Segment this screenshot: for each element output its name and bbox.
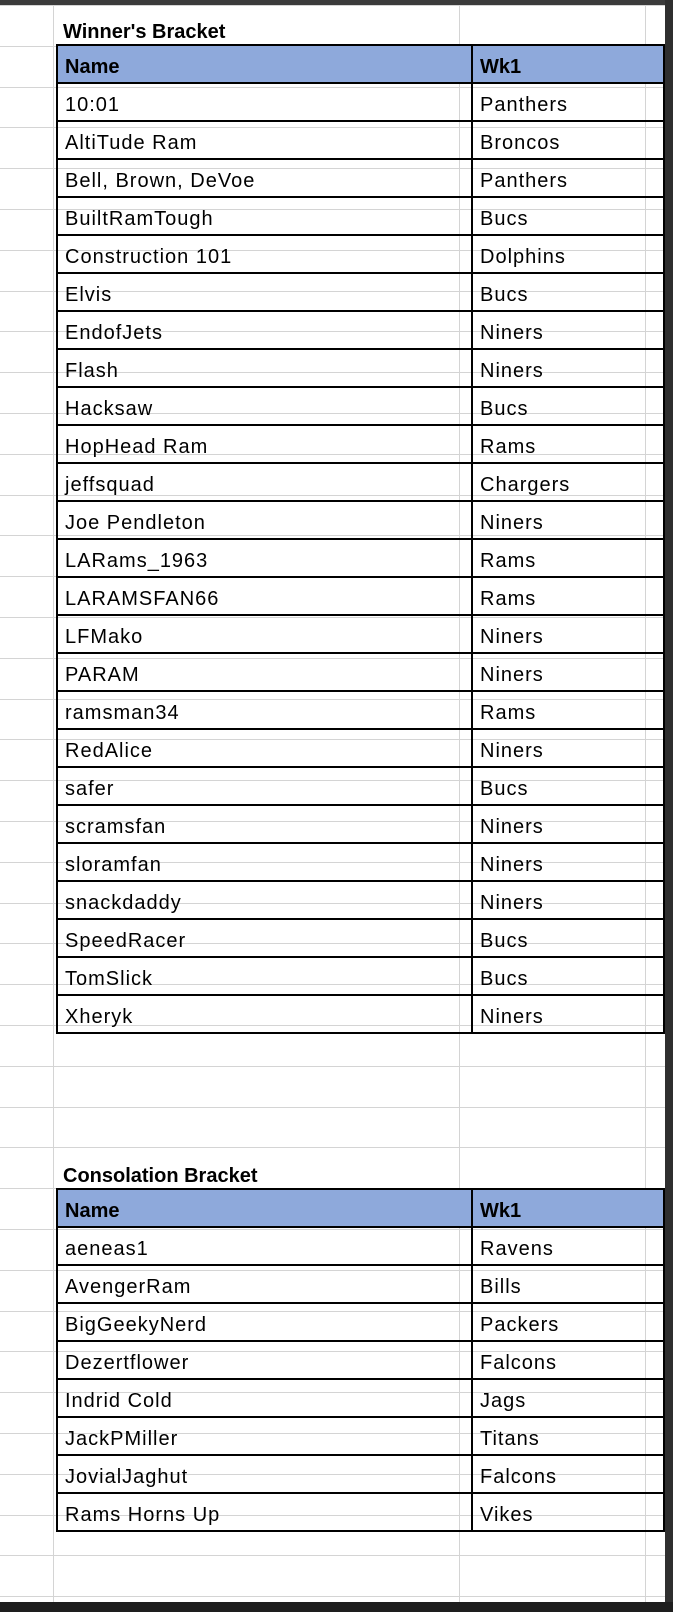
wk1-cell[interactable]: Panthers (472, 83, 664, 121)
table-row (57, 425, 664, 463)
gridline-horizontal (0, 5, 665, 6)
wk1-column-header[interactable]: Wk1 (472, 45, 664, 83)
wk1-cell[interactable]: Rams (472, 577, 664, 615)
name-cell[interactable]: AvengerRam (57, 1265, 472, 1303)
table-row (57, 273, 664, 311)
name-cell[interactable]: Flash (57, 349, 472, 387)
wk1-cell[interactable]: Niners (472, 349, 664, 387)
wk1-cell[interactable]: Niners (472, 881, 664, 919)
table-row (57, 501, 664, 539)
wk1-cell[interactable]: Chargers (472, 463, 664, 501)
table-row (57, 121, 664, 159)
name-cell[interactable]: HopHead Ram (57, 425, 472, 463)
name-cell[interactable]: EndofJets (57, 311, 472, 349)
wk1-cell[interactable]: Bucs (472, 957, 664, 995)
table-row (57, 463, 664, 501)
table-row (57, 995, 664, 1033)
gridline-horizontal (0, 1147, 665, 1148)
wk1-cell[interactable]: Bucs (472, 273, 664, 311)
name-cell[interactable]: BigGeekyNerd (57, 1303, 472, 1341)
table-row (57, 83, 664, 121)
wk1-cell[interactable]: Falcons (472, 1341, 664, 1379)
wk1-cell[interactable]: Panthers (472, 159, 664, 197)
name-cell[interactable]: aeneas1 (57, 1227, 472, 1265)
wk1-cell[interactable]: Falcons (472, 1455, 664, 1493)
name-cell[interactable]: Joe Pendleton (57, 501, 472, 539)
header-row (57, 45, 664, 83)
wk1-cell[interactable]: Niners (472, 729, 664, 767)
wk1-cell[interactable]: Broncos (472, 121, 664, 159)
wk1-cell[interactable]: Rams (472, 425, 664, 463)
table-row (57, 1455, 664, 1493)
table-row (57, 577, 664, 615)
winners-bracket-title[interactable]: Winner's Bracket (63, 21, 226, 43)
wk1-cell[interactable]: Titans (472, 1417, 664, 1455)
name-column-header[interactable]: Name (57, 45, 472, 83)
table-row (57, 919, 664, 957)
name-cell[interactable]: AltiTude Ram (57, 121, 472, 159)
name-cell[interactable]: RedAlice (57, 729, 472, 767)
table-row (57, 729, 664, 767)
name-cell[interactable]: Dezertflower (57, 1341, 472, 1379)
wk1-cell[interactable]: Niners (472, 615, 664, 653)
name-cell[interactable]: PARAM (57, 653, 472, 691)
window-bottom-edge (0, 1602, 673, 1612)
table-row (57, 615, 664, 653)
table-row (57, 159, 664, 197)
wk1-cell[interactable]: Ravens (472, 1227, 664, 1265)
name-cell[interactable]: BuiltRamTough (57, 197, 472, 235)
wk1-cell[interactable]: Niners (472, 653, 664, 691)
table-row (57, 235, 664, 273)
wk1-cell[interactable]: Rams (472, 691, 664, 729)
table-row (57, 1379, 664, 1417)
wk1-cell[interactable]: Bucs (472, 387, 664, 425)
name-cell[interactable]: TomSlick (57, 957, 472, 995)
name-cell[interactable]: JovialJaghut (57, 1455, 472, 1493)
wk1-cell[interactable]: Niners (472, 843, 664, 881)
name-cell[interactable]: ramsman34 (57, 691, 472, 729)
name-cell[interactable]: LFMako (57, 615, 472, 653)
table-row (57, 881, 664, 919)
table-row (57, 843, 664, 881)
window-right-edge (665, 0, 673, 1612)
name-cell[interactable]: Rams Horns Up (57, 1493, 472, 1531)
table-row (57, 1227, 664, 1265)
gridline-vertical (53, 5, 54, 1602)
name-cell[interactable]: Bell, Brown, DeVoe (57, 159, 472, 197)
table-row (57, 387, 664, 425)
wk1-cell[interactable]: Bills (472, 1265, 664, 1303)
name-cell[interactable]: snackdaddy (57, 881, 472, 919)
gridline-horizontal (0, 1596, 665, 1597)
wk1-cell[interactable]: Bucs (472, 197, 664, 235)
winners-bracket-table (56, 44, 665, 1034)
consolation-bracket-title[interactable]: Consolation Bracket (63, 1165, 258, 1187)
name-cell[interactable]: SpeedRacer (57, 919, 472, 957)
wk1-column-header[interactable]: Wk1 (472, 1189, 664, 1227)
table-row (57, 691, 664, 729)
header-row (57, 1189, 664, 1227)
name-cell[interactable]: Indrid Cold (57, 1379, 472, 1417)
name-cell[interactable]: scramsfan (57, 805, 472, 843)
name-cell[interactable]: 10:01 (57, 83, 472, 121)
table-row (57, 653, 664, 691)
name-cell[interactable]: Xheryk (57, 995, 472, 1033)
gridline-horizontal (0, 1066, 665, 1067)
wk1-cell[interactable]: Niners (472, 501, 664, 539)
table-row (57, 1265, 664, 1303)
table-row (57, 957, 664, 995)
wk1-cell[interactable]: Dolphins (472, 235, 664, 273)
consolation-bracket-table (56, 1188, 665, 1532)
wk1-cell[interactable]: Rams (472, 539, 664, 577)
table-row (57, 311, 664, 349)
table-row (57, 805, 664, 843)
table-row (57, 539, 664, 577)
wk1-cell[interactable]: Niners (472, 805, 664, 843)
name-cell[interactable]: LARams_1963 (57, 539, 472, 577)
name-cell[interactable]: sloramfan (57, 843, 472, 881)
table-row (57, 1417, 664, 1455)
table-row (57, 1341, 664, 1379)
name-column-header[interactable]: Name (57, 1189, 472, 1227)
gridline-horizontal (0, 1555, 665, 1556)
name-cell[interactable]: Hacksaw (57, 387, 472, 425)
wk1-cell[interactable]: Bucs (472, 767, 664, 805)
name-cell[interactable]: Elvis (57, 273, 472, 311)
name-cell[interactable]: LARAMSFAN66 (57, 577, 472, 615)
name-cell[interactable]: JackPMiller (57, 1417, 472, 1455)
table-row (57, 1493, 664, 1531)
name-cell[interactable]: jeffsquad (57, 463, 472, 501)
name-cell[interactable]: safer (57, 767, 472, 805)
wk1-cell[interactable]: Packers (472, 1303, 664, 1341)
wk1-cell[interactable]: Bucs (472, 919, 664, 957)
gridline-horizontal (0, 1107, 665, 1108)
table-row (57, 197, 664, 235)
table-row (57, 1303, 664, 1341)
wk1-cell[interactable]: Niners (472, 311, 664, 349)
wk1-cell[interactable]: Vikes (472, 1493, 664, 1531)
wk1-cell[interactable]: Niners (472, 995, 664, 1033)
wk1-cell[interactable]: Jags (472, 1379, 664, 1417)
table-row (57, 767, 664, 805)
table-row (57, 349, 664, 387)
name-cell[interactable]: Construction 101 (57, 235, 472, 273)
